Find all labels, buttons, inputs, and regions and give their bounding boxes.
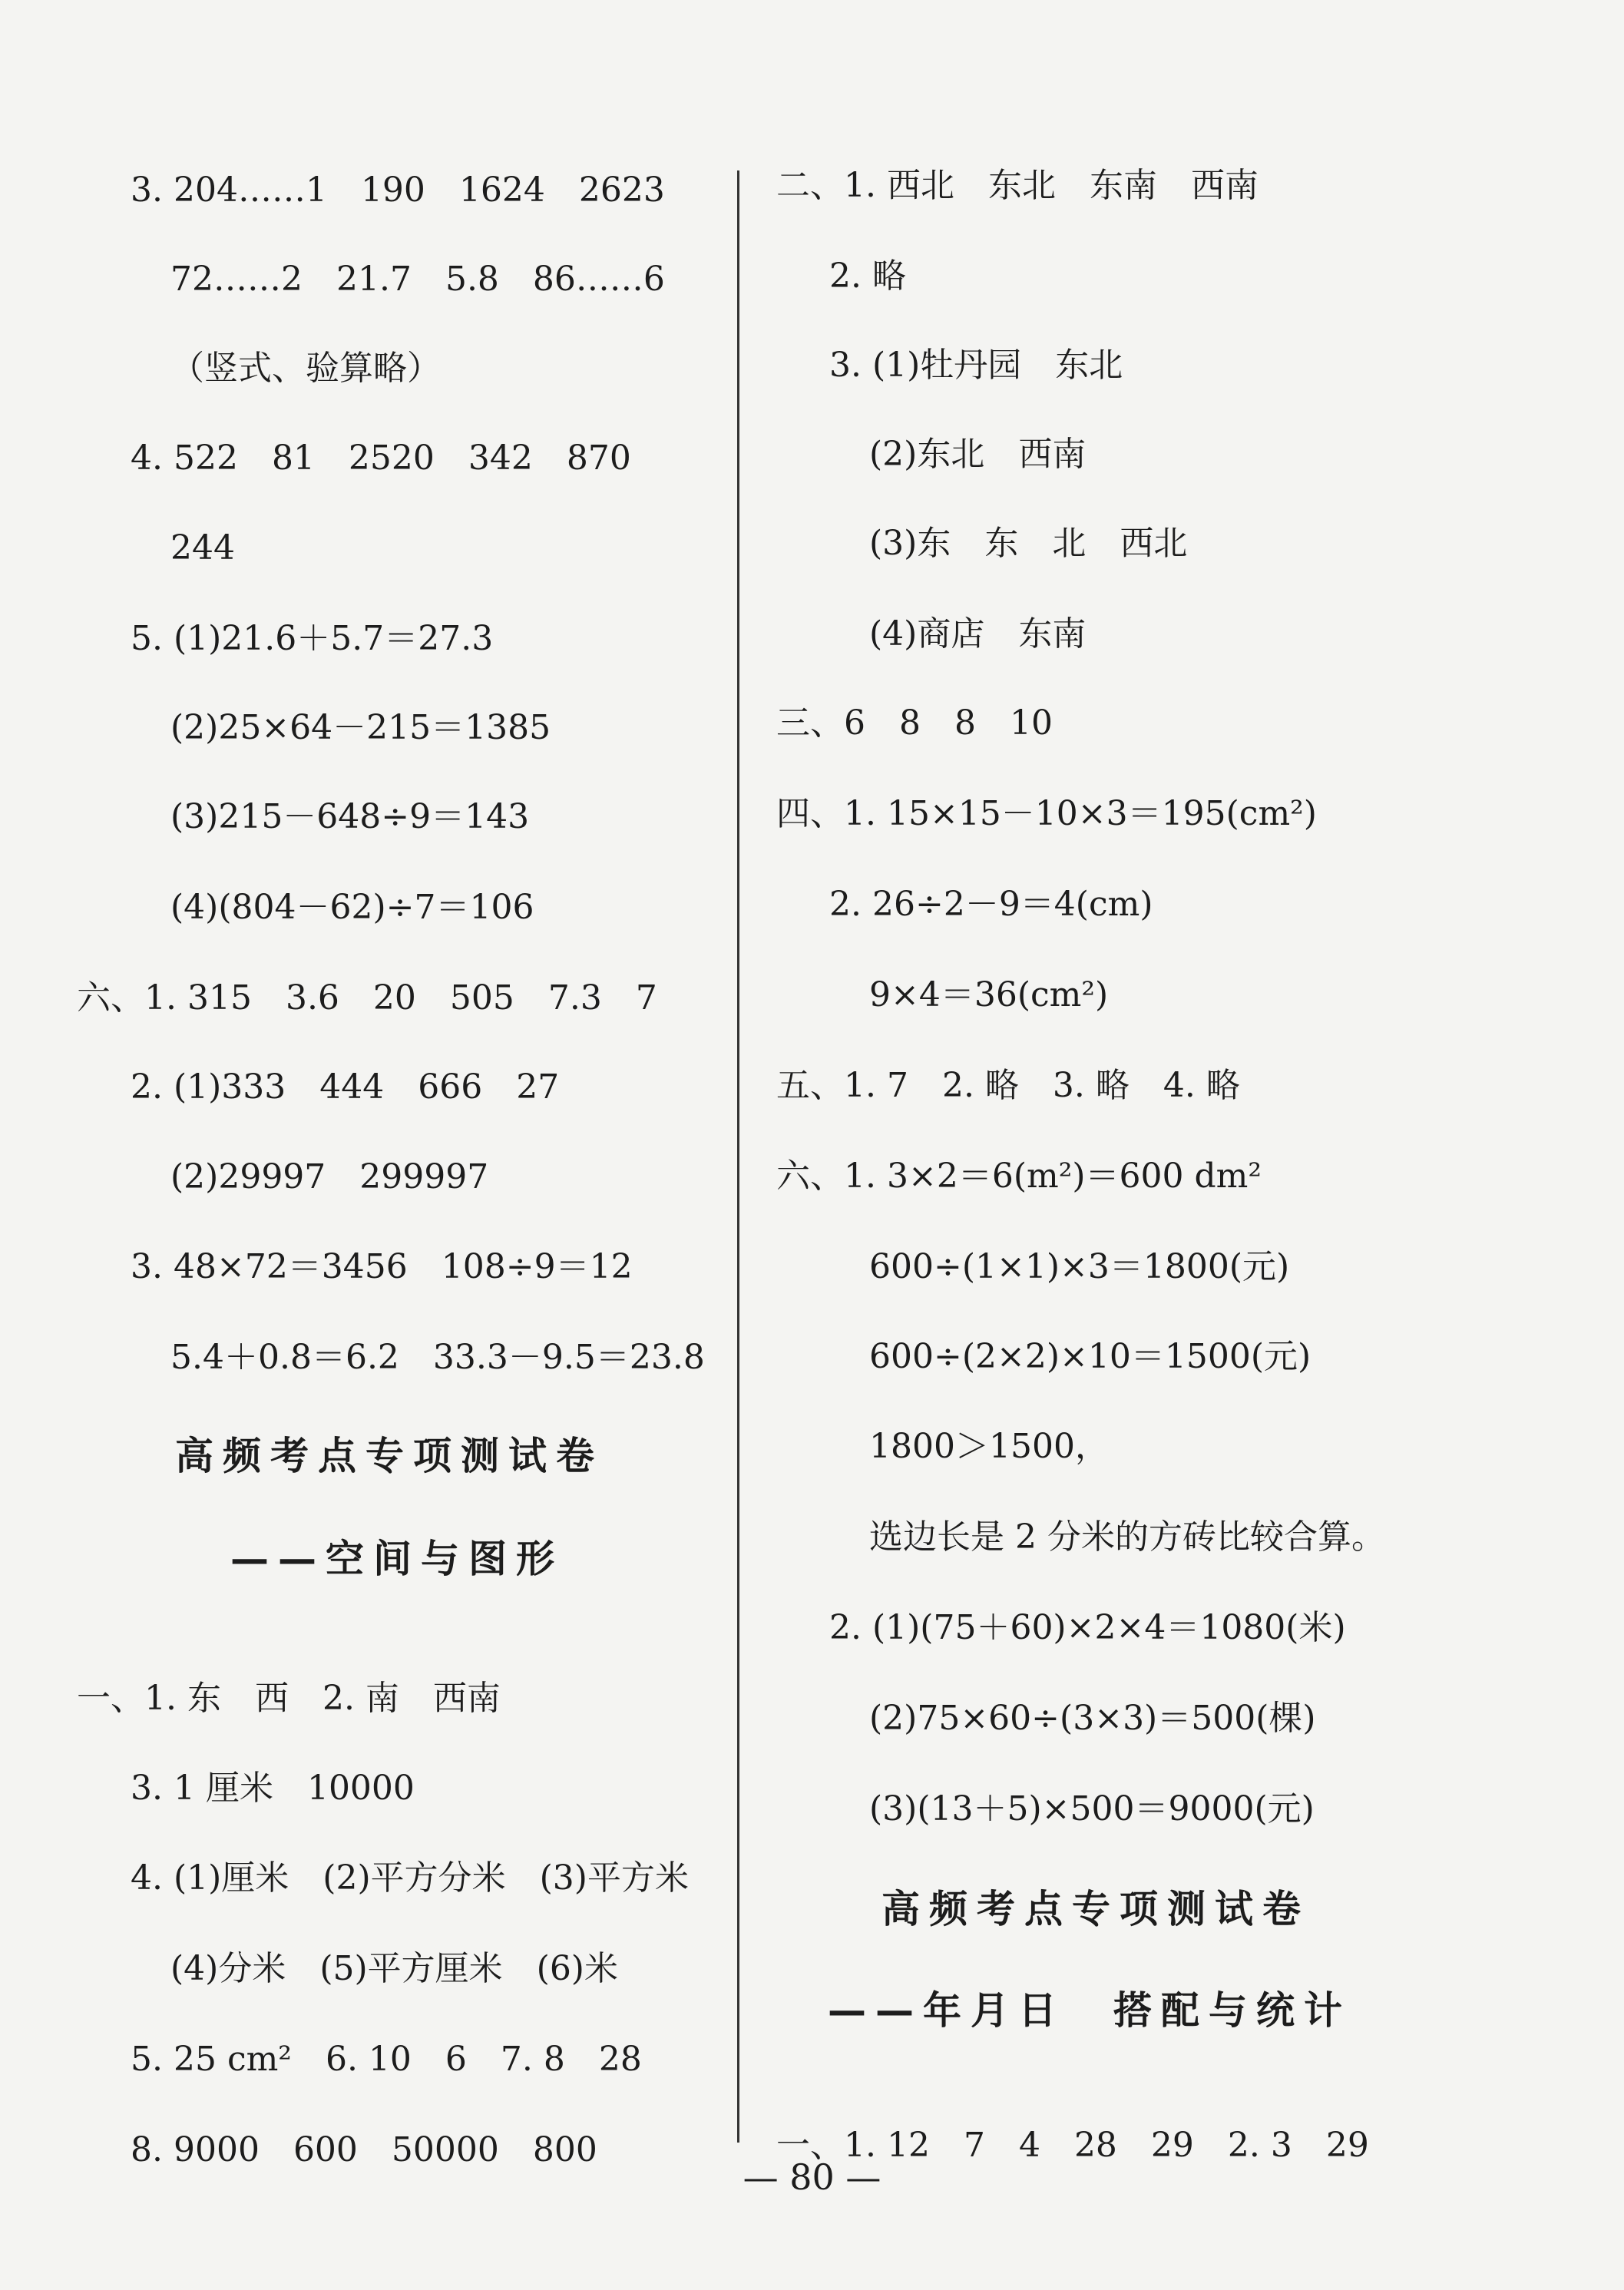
page-number: — 80 —: [743, 2156, 881, 2198]
section-heading: 高频考点专项测试卷: [881, 1887, 1310, 1931]
answer-line: 2. 26÷2－9＝4(cm): [829, 885, 1153, 924]
answer-line: (3)215－648÷9＝143: [170, 797, 530, 836]
answer-line: 600÷(2×2)×10＝1500(元): [869, 1337, 1311, 1376]
answer-line: 4. 522 81 2520 342 870: [131, 438, 631, 478]
answer-line: 六、1. 315 3.6 20 505 7.3 7: [77, 978, 657, 1018]
answer-line: 六、1. 3×2＝6(m²)＝600 dm²: [776, 1157, 1262, 1196]
column-divider: [737, 170, 739, 2143]
section-subheading: ——年月日 搭配与统计: [828, 1988, 1351, 2033]
answer-line: 2. 略: [829, 256, 906, 296]
answer-line: 600÷(1×1)×3＝1800(元): [869, 1247, 1290, 1286]
answer-line: 5. 25 cm² 6. 10 6 7. 8 28: [131, 2040, 642, 2079]
answer-line: 一、1. 东 西 2. 南 西南: [77, 1679, 501, 1718]
answer-line: 四、1. 15×15－10×3＝195(cm²): [776, 794, 1317, 833]
answer-line: 五、1. 7 2. 略 3. 略 4. 略: [776, 1066, 1240, 1105]
answer-line: 3. 48×72＝3456 108÷9＝12: [131, 1247, 633, 1286]
answer-line: 3. 1 厘米 10000: [131, 1769, 415, 1808]
answer-line: 8. 9000 600 50000 800: [131, 2130, 597, 2169]
answer-line: 3. (1)牡丹园 东北: [829, 346, 1123, 385]
answer-line: 5. (1)21.6＋5.7＝27.3: [131, 619, 494, 658]
section-subheading: ——空间与图形: [230, 1537, 564, 1581]
answer-line: （竖式、验算略）: [170, 349, 441, 388]
answer-line: 5.4＋0.8＝6.2 33.3－9.5＝23.8: [170, 1338, 705, 1377]
answer-line: (4)商店 东南: [869, 614, 1087, 654]
answer-line: (4)分米 (5)平方厘米 (6)米: [170, 1949, 618, 1988]
answer-line: 2. (1)(75＋60)×2×4＝1080(米): [829, 1608, 1346, 1647]
answer-line: 3. 204……1 190 1624 2623: [131, 170, 665, 210]
answer-line: (4)(804－62)÷7＝106: [170, 888, 534, 927]
answer-line: 1800＞1500，: [869, 1427, 1109, 1466]
answer-line: 2. (1)333 444 666 27: [131, 1067, 560, 1107]
answer-line: (2)75×60÷(3×3)＝500(棵): [869, 1699, 1316, 1738]
answer-line: 二、1. 西北 东北 东南 西南: [776, 166, 1259, 205]
section-heading: 高频考点专项测试卷: [175, 1434, 604, 1478]
answer-line: 244: [170, 528, 235, 568]
answer-line: 4. (1)厘米 (2)平方分米 (3)平方米: [131, 1858, 689, 1898]
answer-line: (2)29997 299997: [170, 1157, 489, 1196]
answer-line: 一、1. 12 7 4 28 29 2. 3 29: [776, 2126, 1369, 2165]
answer-line: 三、6 8 8 10: [776, 703, 1053, 743]
answer-line: 选边长是 2 分米的方砖比较合算。: [869, 1517, 1385, 1557]
answer-line: 9×4＝36(cm²): [869, 975, 1109, 1014]
answer-line: 72……2 21.7 5.8 86……6: [170, 260, 665, 299]
answer-line: (3)(13＋5)×500＝9000(元): [869, 1789, 1315, 1828]
answer-line: (2)25×64－215＝1385: [170, 708, 551, 747]
answer-line: (2)东北 西南: [869, 435, 1087, 474]
answer-line: (3)东 东 北 西北: [869, 524, 1188, 563]
